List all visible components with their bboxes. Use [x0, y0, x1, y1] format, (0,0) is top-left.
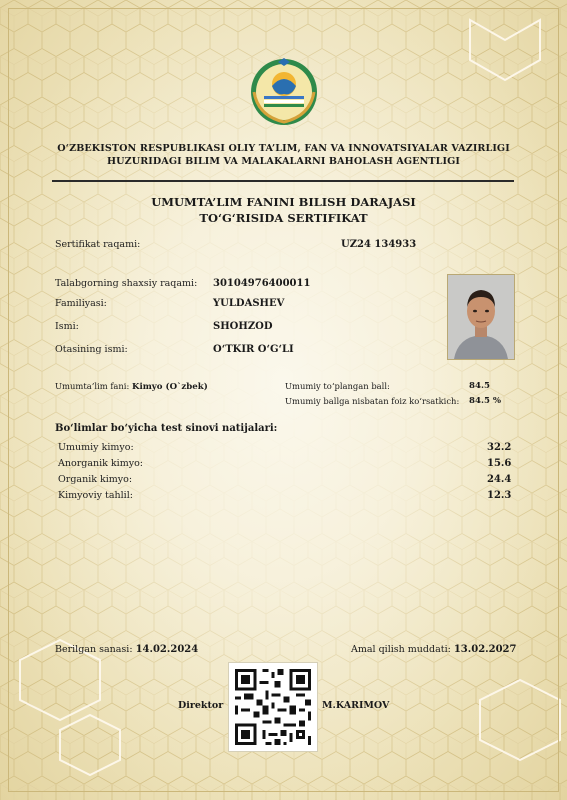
pin-label: Talabgorning shaxsiy raqami:: [55, 278, 198, 289]
patronymic-value: O‘TKIR O‘G‘LI: [213, 344, 294, 355]
section-label: Kimyoviy tahlil:: [58, 490, 133, 501]
certificate-number-label: Sertifikat raqami:: [55, 239, 141, 250]
header-divider: [52, 180, 514, 182]
name-value: SHOHZOD: [213, 321, 273, 332]
section-value: 15.6: [487, 458, 512, 469]
issued-value: 14.02.2024: [135, 644, 199, 655]
subject-row: [55, 381, 208, 392]
total-score-label: Umumiy to‘plangan ball:: [285, 381, 390, 391]
director-name: M.KARIMOV: [322, 700, 390, 711]
certificate-title-line1: UMUMTA’LIM FANINI BILISH DARAJASI: [151, 195, 416, 209]
agency-name-line1: O‘ZBEKISTON RESPUBLIKASI OLIY TA’LIM, FAN VA INNOVATSIYALAR VAZIRLIGI: [57, 143, 510, 154]
surname-label: Familiyasi:: [55, 298, 107, 309]
section-label: Organik kimyo:: [58, 474, 133, 485]
issued-row: [55, 644, 198, 655]
percent-label: Umumiy ballga nisbatan foiz ko‘rsatkich:: [285, 396, 460, 406]
subject-value: Kimyo (O`zbek): [131, 382, 208, 392]
valid-value: 13.02.2027: [453, 644, 517, 655]
valid-row: [351, 644, 516, 655]
director-label: Direktor: [178, 700, 224, 711]
section-value: 32.2: [487, 442, 512, 453]
agency-name-line2: HUZURIDAGI BILIM VA MALAKALARNI BAHOLASH AGENTLIGI: [107, 156, 460, 167]
holder-photo: [447, 274, 515, 360]
section-label: Anorganik kimyo:: [58, 458, 144, 469]
subject-label: Umumta’lim fani:: [55, 381, 130, 391]
issued-label: Berilgan sanasi:: [55, 644, 133, 655]
certificate-title-line2: TO‘G‘RISIDA SERTIFIKAT: [199, 211, 368, 225]
pin-value: 30104976400011: [213, 278, 311, 289]
section-value: 12.3: [487, 490, 512, 501]
name-label: Ismi:: [55, 321, 79, 332]
patronymic-label: Otasining ismi:: [55, 344, 128, 355]
sections-title: Bo‘limlar bo‘yicha test sinovi natijalari:: [55, 423, 278, 434]
percent-value: 84.5 %: [469, 396, 502, 406]
total-score-value: 84.5: [469, 381, 490, 391]
surname-value: YULDASHEV: [213, 298, 285, 309]
qr-code-icon[interactable]: [228, 662, 318, 752]
section-label: Umumiy kimyo:: [58, 442, 134, 453]
state-emblem-icon: [248, 56, 320, 128]
certificate-number-value: UZ24 134933: [341, 239, 417, 250]
section-value: 24.4: [487, 474, 512, 485]
valid-label: Amal qilish muddati:: [351, 644, 451, 655]
